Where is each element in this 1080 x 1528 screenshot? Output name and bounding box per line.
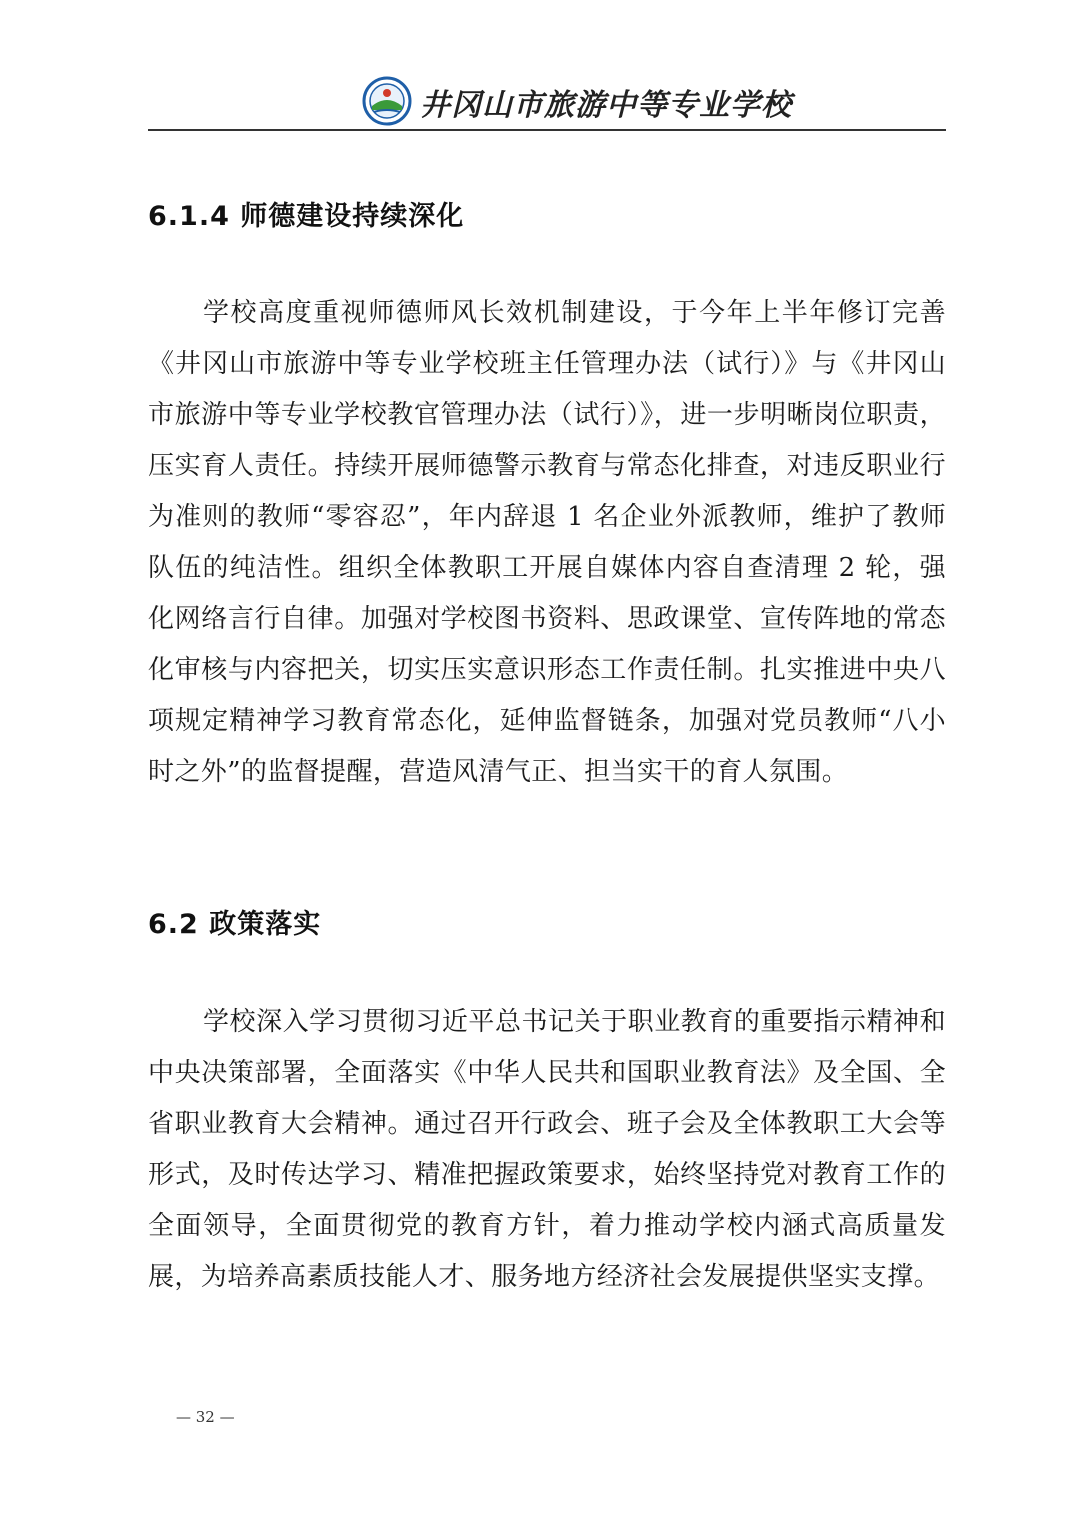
header-divider (148, 129, 946, 131)
section-heading-teacher-ethics: 6.1.4 师德建设持续深化 (148, 201, 465, 232)
page-number: — 32 — (176, 1408, 235, 1426)
page-header (148, 70, 946, 132)
section-heading-policy: 6.2 政策落实 (148, 909, 322, 940)
school-logo-icon (362, 76, 412, 126)
school-name: 井冈山市旅游中等专业学校 (420, 88, 792, 123)
section-paragraph-policy: 学校深入学习贯彻习近平总书记关于职业教育的重要指示精神和中央决策部署，全面落实《中华人民共和国职业教育法》及全国、全省职业教育大会精神。通过召开行政会、班子会及全体教职工大会等形式，及时传达学习、精准把握政策要求，始终坚持党对教育工作的全面领导，全面贯彻党的教育方针，着力推动学校内涵式高质量发展，为培养高素质技能人才、服务地方经济社会发展提供坚实支撑。 (148, 1007, 946, 1292)
section-paragraph-teacher-ethics: 学校高度重视师德师风长效机制建设，于今年上半年修订完善《井冈山市旅游中等专业学校班主任管理办法（试行）》与《井冈山市旅游中等专业学校教官管理办法（试行）》，进一步明晰岗位职责，压实育人责任。持续开展师德警示教育与常态化排查，对违反职业行为准则的教师“零容忍”，年内辞退 1 名企业外派教师，维护了教师队伍的纯洁性。组织全体教职工开展自媒体内容自查清理 2 轮，强化网络言行自律。加强对学校图书资料、思政课堂、宣传阵地的常态化审核与内容把关，切实压实意识形态工作责任制。扎实推进中央八项规定精神学习教育常态化，延伸监督链条，加强对党员教师“八小时之外”的监督提醒，营造风清气正、担当实干的育人氛围。 (148, 298, 946, 787)
